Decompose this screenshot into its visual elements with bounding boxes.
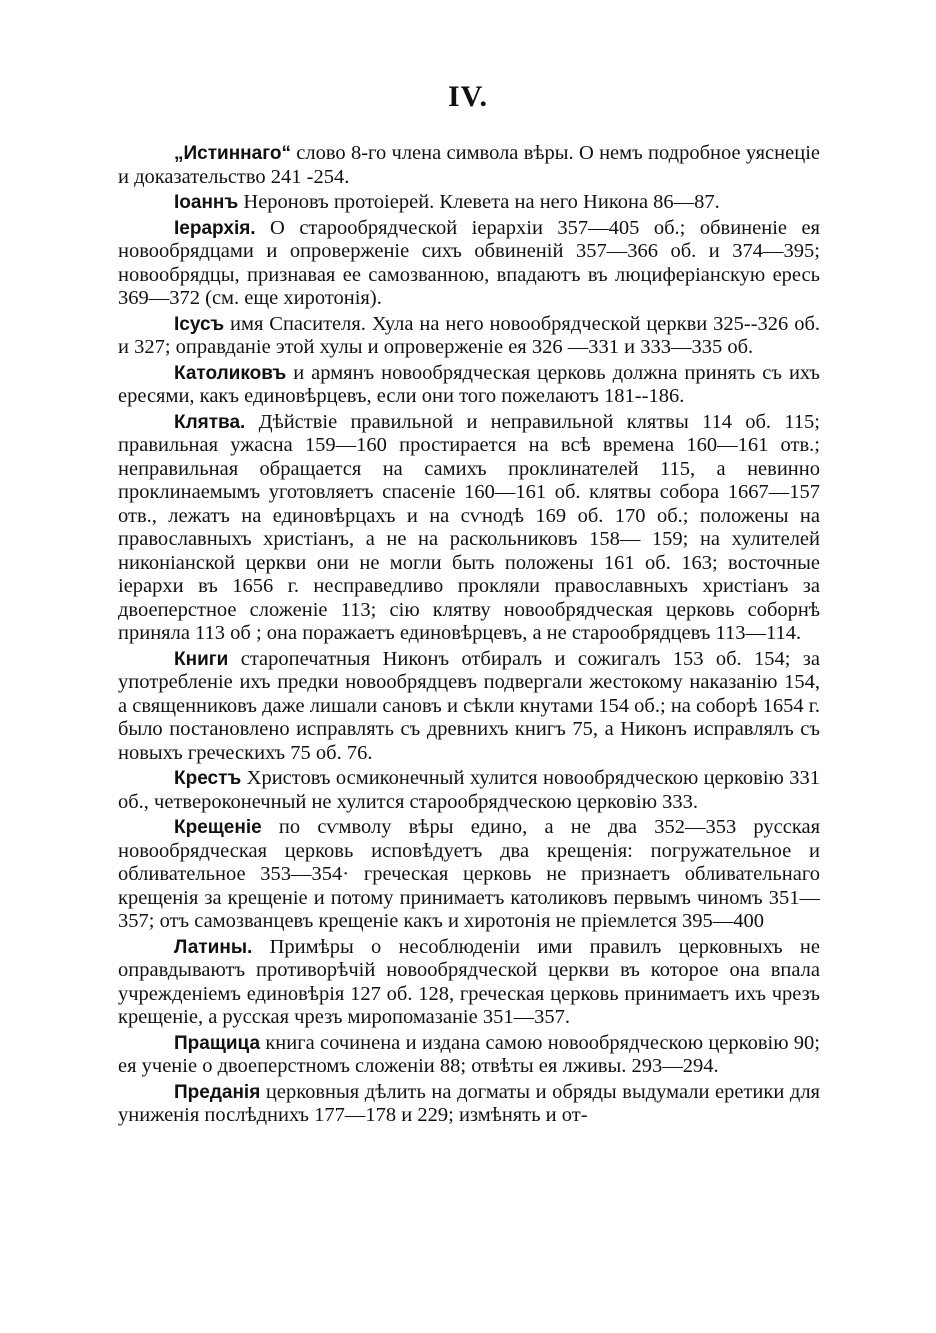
entry-headword: Пращица <box>174 1032 261 1054</box>
entry-headword: Іоаннъ <box>174 192 239 213</box>
entry-text: О старообрядческой іерархіи 357—405 об.; обвиненіе ея новообрядцами и опроверженіе сихъ обвиненій 357—366 об. и 374—395; новообрядцы, признавая ее самозванною, впадаютъ въ люциферіанскую ересь 369—372 (см. еще хиротонія). <box>118 216 820 309</box>
entry-text: слово 8-го члена символа вѣры. О немъ подробное уяснеціе и доказательство 241 -254. <box>118 142 820 188</box>
entry-headword: Латины. <box>174 936 253 958</box>
entry-headword: Крещеніе <box>174 817 262 838</box>
entry-headword: Іерархія. <box>174 217 256 239</box>
index-body <box>118 142 820 1130</box>
entry-text: Примѣры о несоблюденіи ими правилъ церковныхъ не оправдываютъ противорѣчій новообрядческой церкви въ которое она впала учрежденіемъ единовѣрія 127 об. 128, греческая церковь принимаетъ ихъ чрезъ крещеніе, а русская чрезъ миропомазаніе 351—357. <box>118 935 820 1028</box>
entry-headword: Ісусъ <box>174 313 225 335</box>
entry-headword: „Истиннаго“ <box>174 143 291 164</box>
index-entry-latiny <box>118 936 820 1030</box>
entry-text: церковныя дѣлить на догматы и обряды выдумали еретики для униженія послѣднихъ 177—178 и 229; измѣнять и от- <box>118 1080 820 1126</box>
index-entry-istinnago <box>118 142 820 189</box>
index-entry-krest <box>118 767 820 814</box>
entry-text: по сѵмволу вѣры едино, а не два 352—353 русская новообрядческая церковь исповѣдуетъ два крещенія: погружательное и обливательное 353—354· греческая церковь не признаетъ обливательнаго крещенія за крещеніе и потому принимаетъ католиковъ первымъ чиномъ 351—357; отъ самозванцевъ крещеніе какъ и хиротонія не пріемлется 395—400 <box>118 816 820 932</box>
entry-headword: Крестъ <box>174 768 242 789</box>
entry-headword: Клятва. <box>174 411 246 433</box>
entry-text: Христовъ осмиконечный хулится новообрядческою церковію 331 об., четвероконечный не хулится старообрядческою церковію 333. <box>118 767 820 813</box>
index-entry-kreshchenie <box>118 816 820 934</box>
index-entry-knigi <box>118 648 820 766</box>
entry-headword: Католиковъ <box>174 362 287 384</box>
page-number: IV. <box>448 80 488 113</box>
index-entry-katolikov <box>118 362 820 409</box>
index-entry-isus <box>118 313 820 360</box>
index-entry-ierarhiya <box>118 217 820 311</box>
entry-headword: Книги <box>174 648 229 670</box>
entry-text: старопечатныя Никонъ отбиралъ и сожигалъ 153 об. 154; за употребленіе ихъ предки новообрядцевъ подвергали жестокому наказанію 154, а священниковъ даже лишали сановъ и сѣкли кнутами 154 об.; на соборѣ 1654 г. было постановлено исправлять съ древнихъ книгъ 75, а Никонъ исправлялъ съ новыхъ греческихъ 75 об. 76. <box>118 647 820 764</box>
entry-text: Нероновъ протоіерей. Клевета на него Никона 86—87. <box>238 191 720 213</box>
index-entry-ioann <box>118 191 820 215</box>
entry-headword: Преданія <box>174 1081 261 1103</box>
entry-text: книга сочинена и издана самою новообрядческою церковію 90; ея ученіе о двоеперстномъ сложеніи 88; отвѣты ея лживы. 293—294. <box>118 1031 820 1077</box>
index-entry-klyatva <box>118 411 820 646</box>
entry-text: имя Спасителя. Хула на него новообрядческой церкви 325--326 об. и 327; оправданіе этой хулы и опроверженіе ея 326 —331 и 333—335 об. <box>118 312 820 358</box>
index-entry-prashchica <box>118 1032 820 1079</box>
entry-text: и армянъ новообрядческая церковь должна принять съ ихъ ересями, какъ единовѣрцевъ, если они того пожелаютъ 181--186. <box>118 361 820 407</box>
index-entry-predaniya <box>118 1081 820 1128</box>
entry-text: Дѣйствіе правильной и неправильной клятвы 114 об. 115; правильная ужасна 159—160 простирается на всѣ времена 160—161 отв.; неправильная обращается на самихъ проклинателей 115, а невинно проклинаемымъ уготовляетъ спасеніе 160—161 об. клятвы собора 1667—157 отв., лежатъ на единовѣрцахъ и на сѵнодѣ 169 об. 170 об.; положены на православныхъ христіанъ, а не на раскольниковъ 158— 159; на хулителей никоніанской церкви они не могли быть положены 161 об. 163; восточные іерархи въ 1656 г. несправедливо прокляли православныхъ христіанъ за двоеперстное сложеніе 113; сію клятву новообрядческая церковь соборнѣ приняла 113 об ; она поражаетъ единовѣрцевъ, а не старообрядцевъ 113—114. <box>118 410 820 644</box>
